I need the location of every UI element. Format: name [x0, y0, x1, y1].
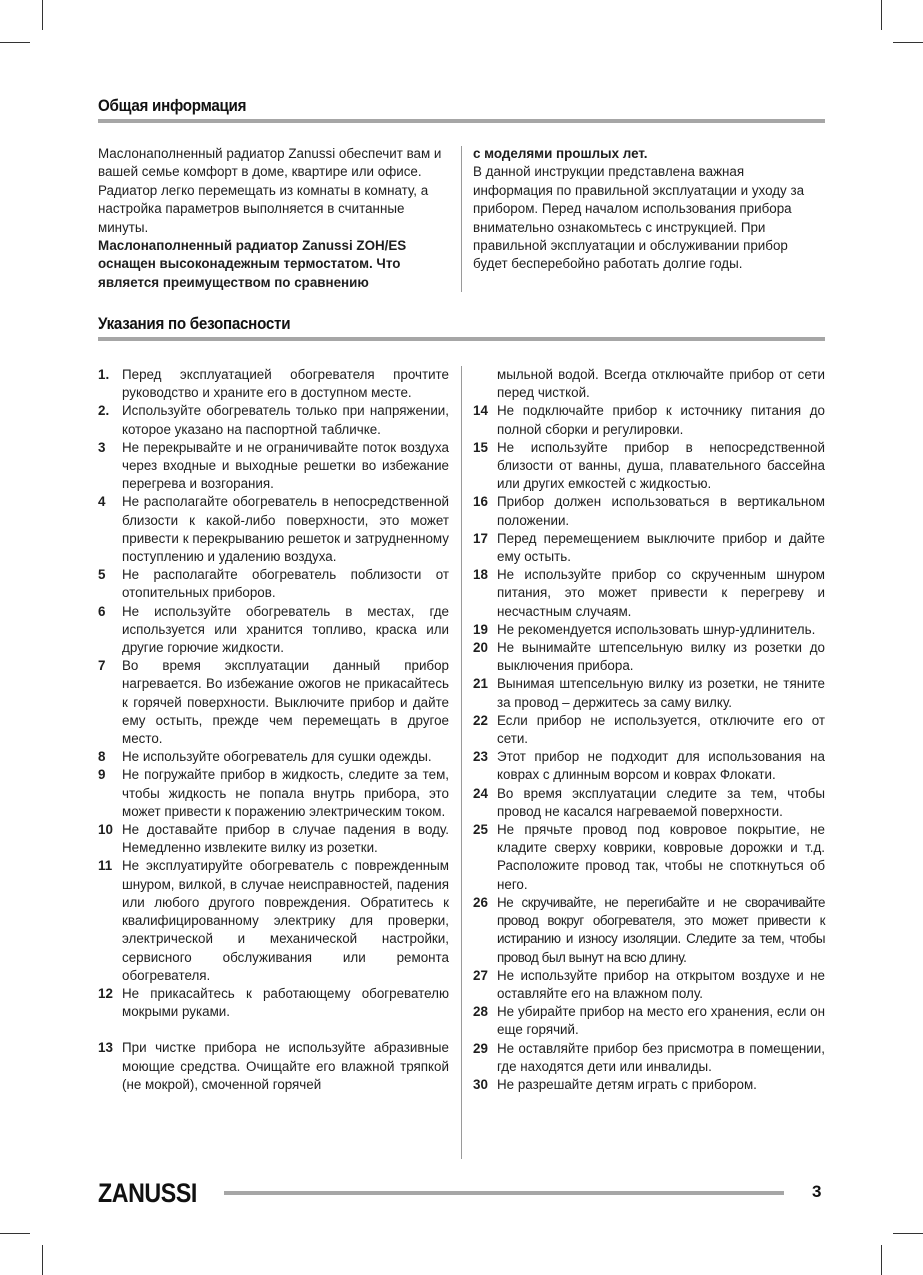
item-number: 9: [98, 767, 106, 783]
section-rule: [98, 337, 825, 341]
list-item: [473, 748, 825, 784]
list-item: [473, 639, 825, 675]
brand-logo: ZANUSSI: [98, 1178, 197, 1208]
list-item: [473, 675, 825, 711]
list-item: [473, 821, 825, 894]
intro-right-column: [473, 145, 813, 274]
crop-mark: [881, 1245, 882, 1275]
item-number: 20: [473, 640, 488, 656]
list-item: [473, 493, 825, 529]
section-title-general: Общая информация: [98, 97, 247, 115]
list-item: [98, 985, 449, 1021]
crop-mark: [0, 1233, 30, 1234]
list-item-continuation: мыльной водой. Всегда отключайте прибор от сети перед чисткой.: [497, 367, 825, 401]
item-text: Если прибор не используется, отключите его от сети.: [497, 712, 825, 747]
list-item: [98, 366, 449, 402]
item-text: Не скручивайте, не перегибайте и не сворачивайте провод вокруг обогревателя, это может привести к истиранию и износу изоляции. Следите за тем, чтобы провод был вынут на всю длину.: [497, 894, 825, 965]
crop-mark: [893, 42, 923, 43]
item-text: Перед эксплуатацией обогревателя прочтите руководство и храните его в доступном месте.: [122, 367, 449, 401]
list-item: [473, 785, 825, 821]
list-item: [473, 402, 825, 438]
list-item: [98, 566, 449, 602]
item-number: 26: [473, 894, 488, 910]
item-number: 13: [98, 1040, 113, 1056]
item-number: 17: [473, 530, 488, 546]
list-item: [473, 439, 825, 494]
item-number: 2.: [98, 403, 110, 419]
item-number: 30: [473, 1076, 488, 1092]
intro-bold-continuation: с моделями прошлых лет.: [473, 146, 648, 161]
item-number: 8: [98, 749, 106, 765]
intro-paragraph: В данной инструкции представлена важная информация по правильной эксплуатации и уходу за прибором. Перед началом использования прибора внимательно ознакомьтесь с инструкцией. При правильной эксплуатации и обслуживании прибор будет бесперебойно работать долгие годы.: [473, 164, 805, 272]
list-item: [473, 894, 825, 967]
item-text: Используйте обогреватель только при напряжении, которое указано на паспортной табличке.: [122, 403, 449, 437]
item-number: 5: [98, 567, 106, 583]
section-title-safety: Указания по безопасности: [98, 315, 291, 333]
item-text: Во время эксплуатации следите за тем, чтобы провод не касался нагреваемой поверхности.: [497, 785, 825, 819]
list-item: [473, 1040, 825, 1076]
crop-mark: [881, 0, 882, 30]
list-item: [473, 1003, 825, 1039]
item-text: Не прячьте провод под ковровое покрытие, не кладите сверху коврики, ковровые дорожки и т.д. Расположите провод так, чтобы не споткнуться об него.: [497, 822, 825, 892]
item-number: 1.: [98, 367, 110, 382]
list-spacer: [98, 1021, 449, 1039]
footer-rule: [224, 1191, 784, 1195]
list-item: [98, 766, 449, 821]
item-text: Не располагайте обогреватель в непосредственной близости к какой-либо поверхности, это может привести к перекрыванию решеток и затрудненному поступлению и удалению воздуха.: [122, 494, 449, 565]
item-number: 12: [98, 985, 113, 1001]
list-item: [473, 1076, 825, 1094]
item-text: Не используйте прибор в непосредственной близости от ванны, душа, плавательного бассейна или других емкостей с жидкостью.: [497, 439, 825, 492]
item-number: 19: [473, 621, 488, 637]
item-number: 24: [473, 785, 488, 801]
list-item: [98, 821, 449, 857]
item-number: 23: [473, 749, 488, 765]
item-text: Не вынимайте штепсельную вилку из розетки до выключения прибора.: [497, 640, 825, 674]
list-item: [98, 402, 449, 438]
column-divider: [461, 366, 462, 1159]
item-text: Не погружайте прибор в жидкость, следите за тем, чтобы жидкость не попала внутрь прибора, это может привести к поражению электрическим током.: [122, 767, 449, 819]
safety-left-column: [98, 366, 449, 1094]
item-number: 27: [473, 967, 488, 983]
list-item: [473, 530, 825, 566]
crop-mark: [0, 42, 30, 43]
column-divider: [461, 146, 462, 292]
list-item: [98, 603, 449, 658]
page-number: 3: [812, 1182, 822, 1201]
item-text: Не используйте обогреватель в местах, где используется или хранится топливо, краска или другие горючие жидкости.: [122, 603, 449, 656]
item-text: Не используйте прибор со скрученным шнуром питания, это может привести к перегреву и несчастным случаям.: [497, 567, 825, 619]
intro-bold-paragraph: Маслонаполненный радиатор Zanussi ZOH/ES оснащен высоконадежным термостатом. Что является преимуществом по сравнению: [98, 238, 407, 290]
item-text: Перед перемещением выключите прибор и дайте ему остыть.: [497, 530, 825, 565]
section-rule: [98, 119, 825, 123]
item-number: 10: [98, 822, 113, 838]
item-number: 25: [473, 822, 488, 838]
crop-mark: [893, 1233, 923, 1234]
item-text: Не оставляйте прибор без присмотра в помещении, где находятся дети или инвалиды.: [497, 1040, 825, 1074]
item-text: Не рекомендуется использовать шнур-удлинитель.: [497, 621, 816, 637]
list-item: [473, 566, 825, 621]
item-number: 16: [473, 494, 488, 510]
item-number: 28: [473, 1004, 488, 1020]
item-text: Не прикасайтесь к работающему обогревателю мокрыми руками.: [122, 985, 449, 1020]
item-text: Не перекрывайте и не ограничивайте поток воздуха через входные и выходные решетки во избежание перегрева и возгорания.: [122, 439, 449, 492]
item-number: 21: [473, 676, 488, 692]
item-number: 4: [98, 494, 106, 510]
item-number: 6: [98, 603, 106, 619]
list-item: [473, 967, 825, 1003]
item-text: Этот прибор не подходит для использования на коврах с длинным ворсом и коврах Флокати.: [497, 749, 825, 783]
item-number: 22: [473, 712, 488, 728]
item-number: 3: [98, 439, 106, 455]
item-text: Не располагайте обогреватель поблизости от отопительных приборов.: [122, 567, 449, 601]
item-text: Не убирайте прибор на место его хранения, если он еще горячий.: [497, 1004, 825, 1038]
item-text: Не разрешайте детям играть с прибором.: [497, 1076, 757, 1092]
item-text: При чистке прибора не используйте абразивные моющие средства. Очищайте его влажной тряпкой (не мокрой), смоченной горячей: [122, 1040, 449, 1092]
item-text: Вынимая штепсельную вилку из розетки, не тяните за провод – держитесь за саму вилку.: [497, 676, 825, 710]
item-text: Не используйте прибор на открытом воздухе и не оставляйте его на влажном полу.: [497, 967, 825, 1001]
item-text: Во время эксплуатации данный прибор нагревается. Во избежание ожогов не прикасайтесь к горячей поверхности. Выключите прибор и дайте ему остыть, прежде чем перемещать в другое место.: [122, 658, 449, 747]
item-number: 18: [473, 567, 488, 583]
list-item: [98, 1039, 449, 1094]
item-text: Не используйте обогреватель для сушки одежды.: [122, 749, 432, 765]
item-number: 11: [98, 858, 113, 874]
crop-mark: [42, 0, 43, 30]
item-text: Не эксплуатируйте обогреватель с поврежденным шнуром, вилкой, в случае неисправностей, падения или любого другого повреждения. Обратитесь к квалифицированному электрику для проверки, электрической и механической настройки, сервисного обслуживания или ремонта обогревателя.: [122, 858, 449, 983]
item-number: 7: [98, 658, 106, 674]
item-number: 14: [473, 403, 488, 419]
intro-left-column: [98, 145, 446, 292]
list-item: [98, 439, 449, 494]
list-item: [98, 657, 449, 748]
item-text: Прибор должен использоваться в вертикальном положении.: [497, 494, 825, 528]
item-text: Не доставайте прибор в случае падения в воду. Немедленно извлеките вилку из розетки.: [122, 822, 449, 856]
intro-paragraph: Маслонаполненный радиатор Zanussi обеспечит вам и вашей семье комфорт в доме, квартире или офисе. Радиатор легко перемещать из комнаты в комнату, а настройка параметров выполняется в считанные минуты.: [98, 146, 442, 235]
item-text: Не подключайте прибор к источнику питания до полной сборки и регулировки.: [497, 403, 825, 437]
item-number: 15: [473, 439, 488, 455]
item-number: 29: [473, 1040, 488, 1056]
safety-right-column: [473, 366, 825, 1094]
list-item: [98, 493, 449, 566]
list-item: [473, 712, 825, 748]
list-item: [98, 857, 449, 984]
crop-mark: [42, 1245, 43, 1275]
list-item: [98, 748, 449, 766]
list-item: [473, 621, 825, 639]
